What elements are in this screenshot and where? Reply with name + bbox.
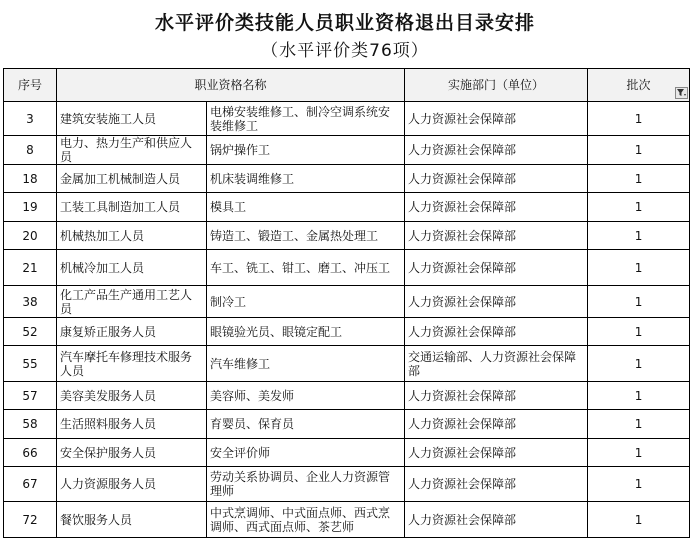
cell-department[interactable]: 人力资源社会保障部 (405, 136, 588, 165)
cell-job-title[interactable]: 安全评价师 (207, 439, 405, 467)
cell-batch[interactable]: 1 (588, 439, 690, 467)
table-row (4, 193, 690, 222)
cell-batch[interactable]: 1 (588, 165, 690, 193)
cell-job-title[interactable]: 模具工 (207, 193, 405, 222)
cell-seq[interactable]: 57 (4, 382, 57, 410)
cell-batch[interactable]: 1 (588, 250, 690, 286)
cell-seq[interactable]: 66 (4, 439, 57, 467)
qualification-table (3, 68, 690, 538)
table-row (4, 410, 690, 439)
table-row (4, 102, 690, 136)
table-row (4, 502, 690, 538)
cell-batch[interactable]: 1 (588, 502, 690, 538)
cell-batch[interactable]: 1 (588, 193, 690, 222)
cell-seq[interactable]: 72 (4, 502, 57, 538)
cell-category[interactable]: 机械热加工人员 (57, 222, 207, 250)
cell-batch[interactable]: 1 (588, 346, 690, 382)
cell-batch[interactable]: 1 (588, 136, 690, 165)
cell-category[interactable]: 汽车摩托车修理技术服务人员 (57, 346, 207, 382)
cell-category[interactable]: 美容美发服务人员 (57, 382, 207, 410)
table-row (4, 250, 690, 286)
column-header-seq[interactable]: 序号 (4, 69, 57, 102)
filter-dropdown-icon[interactable] (675, 87, 688, 99)
cell-seq[interactable]: 67 (4, 467, 57, 502)
table-row (4, 136, 690, 165)
page-title: 水平评价类技能人员职业资格退出目录安排 (154, 12, 535, 34)
cell-category[interactable]: 餐饮服务人员 (57, 502, 207, 538)
table-row (4, 165, 690, 193)
cell-job-title[interactable]: 眼镜验光员、眼镜定配工 (207, 318, 405, 346)
cell-seq[interactable]: 20 (4, 222, 57, 250)
table-row (4, 439, 690, 467)
cell-department[interactable]: 人力资源社会保障部 (405, 102, 588, 136)
cell-department[interactable]: 人力资源社会保障部 (405, 286, 588, 318)
cell-category[interactable]: 化工产品生产通用工艺人员 (57, 286, 207, 318)
cell-category[interactable]: 康复矫正服务人员 (57, 318, 207, 346)
cell-category[interactable]: 人力资源服务人员 (57, 467, 207, 502)
cell-category[interactable]: 安全保护服务人员 (57, 439, 207, 467)
cell-department[interactable]: 人力资源社会保障部 (405, 250, 588, 286)
cell-department[interactable]: 人力资源社会保障部 (405, 222, 588, 250)
cell-department[interactable]: 人力资源社会保障部 (405, 439, 588, 467)
column-header-name[interactable]: 职业资格名称 (57, 69, 405, 102)
cell-department[interactable]: 人力资源社会保障部 (405, 318, 588, 346)
cell-batch[interactable]: 1 (588, 382, 690, 410)
cell-batch[interactable]: 1 (588, 222, 690, 250)
cell-category[interactable]: 金属加工机械制造人员 (57, 165, 207, 193)
column-header-batch[interactable] (588, 69, 690, 102)
table-row (4, 346, 690, 382)
cell-job-title[interactable]: 电梯安装维修工、制冷空调系统安装维修工 (207, 102, 405, 136)
column-header-batch-label: 批次 (626, 78, 651, 92)
cell-seq[interactable]: 55 (4, 346, 57, 382)
header-row (4, 69, 690, 102)
cell-job-title[interactable]: 机床装调维修工 (207, 165, 405, 193)
table-row (4, 382, 690, 410)
cell-seq[interactable]: 19 (4, 193, 57, 222)
column-header-dept[interactable]: 实施部门（单位） (405, 69, 588, 102)
cell-batch[interactable]: 1 (588, 318, 690, 346)
cell-category[interactable]: 机械冷加工人员 (57, 250, 207, 286)
cell-category[interactable]: 电力、热力生产和供应人员 (57, 136, 207, 165)
cell-category[interactable]: 工装工具制造加工人员 (57, 193, 207, 222)
cell-seq[interactable]: 38 (4, 286, 57, 318)
cell-seq[interactable]: 58 (4, 410, 57, 439)
cell-seq[interactable]: 18 (4, 165, 57, 193)
cell-department[interactable]: 人力资源社会保障部 (405, 382, 588, 410)
page-subtitle: （水平评价类76项） (261, 41, 429, 61)
table-row (4, 467, 690, 502)
table-row (4, 318, 690, 346)
cell-seq[interactable]: 8 (4, 136, 57, 165)
cell-batch[interactable]: 1 (588, 410, 690, 439)
cell-department[interactable]: 交通运输部、人力资源社会保障部 (405, 346, 588, 382)
cell-batch[interactable]: 1 (588, 286, 690, 318)
cell-category[interactable]: 建筑安装施工人员 (57, 102, 207, 136)
cell-job-title[interactable]: 车工、铣工、钳工、磨工、冲压工 (207, 250, 405, 286)
cell-job-title[interactable]: 中式烹调师、中式面点师、西式烹调师、西式面点师、茶艺师 (207, 502, 405, 538)
cell-department[interactable]: 人力资源社会保障部 (405, 410, 588, 439)
cell-seq[interactable]: 21 (4, 250, 57, 286)
table-row (4, 222, 690, 250)
cell-job-title[interactable]: 锅炉操作工 (207, 136, 405, 165)
cell-job-title[interactable]: 育婴员、保育员 (207, 410, 405, 439)
cell-category[interactable]: 生活照料服务人员 (57, 410, 207, 439)
cell-job-title[interactable]: 劳动关系协调员、企业人力资源管理师 (207, 467, 405, 502)
cell-job-title[interactable]: 制冷工 (207, 286, 405, 318)
cell-job-title[interactable]: 汽车维修工 (207, 346, 405, 382)
cell-department[interactable]: 人力资源社会保障部 (405, 165, 588, 193)
cell-batch[interactable]: 1 (588, 102, 690, 136)
cell-seq[interactable]: 52 (4, 318, 57, 346)
cell-job-title[interactable]: 铸造工、锻造工、金属热处理工 (207, 222, 405, 250)
table-row (4, 286, 690, 318)
cell-seq[interactable]: 3 (4, 102, 57, 136)
cell-batch[interactable]: 1 (588, 467, 690, 502)
cell-job-title[interactable]: 美容师、美发师 (207, 382, 405, 410)
cell-department[interactable]: 人力资源社会保障部 (405, 467, 588, 502)
cell-department[interactable]: 人力资源社会保障部 (405, 502, 588, 538)
cell-department[interactable]: 人力资源社会保障部 (405, 193, 588, 222)
